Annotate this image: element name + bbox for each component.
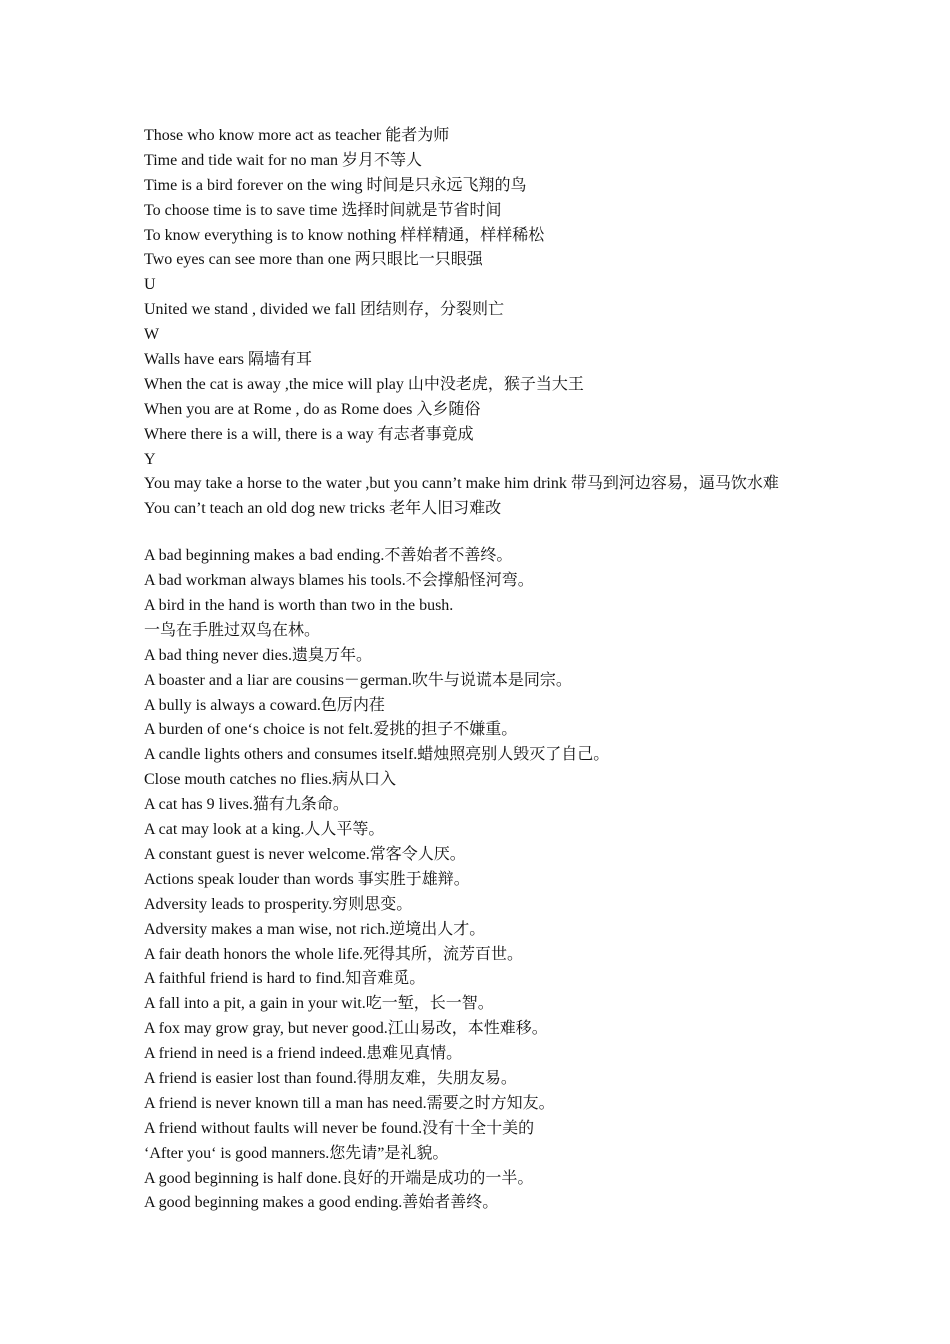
proverb-line: A friend is never known till a man has need.需要之时方知友。 <box>144 1094 555 1112</box>
proverb-line: A bad thing never dies.遗臭万年。 <box>144 646 372 664</box>
proverb-line: When the cat is away ,the mice will play 山中没老虎，猴子当大王 <box>144 375 584 393</box>
proverb-line: A cat may look at a king.人人平等。 <box>144 821 385 839</box>
proverb-line: Close mouth catches no flies.病从口入 <box>144 771 396 789</box>
proverb-line: Walls have ears 隔墙有耳 <box>144 351 313 369</box>
proverb-line: A bad workman always blames his tools.不会撑船怪河弯。 <box>144 572 534 590</box>
proverb-line: Those who know more act as teacher 能者为师 <box>144 127 450 144</box>
proverb-line: A boaster and a liar are cousins－german.吹牛与说谎本是同宗。 <box>144 671 572 689</box>
proverb-line: Time is a bird forever on the wing 时间是只永远飞翔的鸟 <box>144 176 527 194</box>
proverb-line: You may take a horse to the water ,but you cann’t make him drink 带马到河边容易，逼马饮水难 <box>144 475 779 493</box>
proverb-line: You can’t teach an old dog new tricks 老年人旧习难改 <box>144 500 502 518</box>
proverb-line: A candle lights others and consumes itself.蜡烛照亮别人毁灭了自己。 <box>144 746 610 764</box>
proverb-line: A friend without faults will never be found.没有十全十美的 <box>144 1119 535 1137</box>
proverb-line: Adversity leads to prosperity.穷则思变。 <box>144 895 413 913</box>
letter-heading: Y <box>144 450 156 468</box>
proverb-line: A cat has 9 lives.猫有九条命。 <box>144 796 349 814</box>
proverb-line: Where there is a will, there is a way 有志者事竟成 <box>144 425 474 443</box>
proverb-line: A bird in the hand is worth than two in the bush. <box>144 597 454 615</box>
proverb-line: A friend in need is a friend indeed.患难见真情。 <box>144 1045 463 1063</box>
letter-heading: W <box>144 326 160 344</box>
proverb-line: When you are at Rome , do as Rome does 入乡随俗 <box>144 400 481 418</box>
proverb-line: 一鸟在手胜过双鸟在林。 <box>144 621 321 639</box>
letter-heading: U <box>144 276 156 294</box>
proverb-line: A constant guest is never welcome.常客令人厌。 <box>144 845 466 863</box>
proverb-line: A faithful friend is hard to find.知音难觅。 <box>144 970 426 988</box>
proverb-line: To choose time is to save time 选择时间就是节省时间 <box>144 201 502 219</box>
proverb-line: Two eyes can see more than one 两只眼比一只眼强 <box>144 251 483 269</box>
proverb-line: A bully is always a coward.色厉内荏 <box>144 696 385 714</box>
proverb-line: A fair death honors the whole life.死得其所，流芳百世。 <box>144 945 524 963</box>
proverb-line: A bad beginning makes a bad ending.不善始者不善终。 <box>144 547 513 565</box>
proverb-line: A friend is easier lost than found.得朋友难，失朋友易。 <box>144 1069 517 1087</box>
proverb-line: United we stand , divided we fall 团结则存，分裂则亡 <box>144 301 504 319</box>
proverb-line: A burden of one‘s choice is not felt.爱挑的担子不嫌重。 <box>144 721 518 739</box>
proverb-line: ‘After you‘ is good manners.您先请”是礼貌。 <box>144 1144 449 1162</box>
proverb-line: A fox may grow gray, but never good.江山易改，本性难移。 <box>144 1020 548 1038</box>
proverb-line: Time and tide wait for no man 岁月不等人 <box>144 151 423 169</box>
proverb-line: Actions speak louder than words 事实胜于雄辩。 <box>144 870 470 888</box>
proverb-line: A good beginning makes a good ending.善始者善终。 <box>144 1194 499 1212</box>
proverb-line: To know everything is to know nothing 样样精通，样样稀松 <box>144 226 545 244</box>
proverb-line: A good beginning is half done.良好的开端是成功的一半。 <box>144 1169 534 1187</box>
paragraph-gap <box>144 522 824 544</box>
proverb-list <box>144 124 824 1216</box>
proverb-line: Adversity makes a man wise, not rich.逆境出人才。 <box>144 920 486 938</box>
proverb-line: A fall into a pit, a gain in your wit.吃一堑，长一智。 <box>144 995 494 1013</box>
